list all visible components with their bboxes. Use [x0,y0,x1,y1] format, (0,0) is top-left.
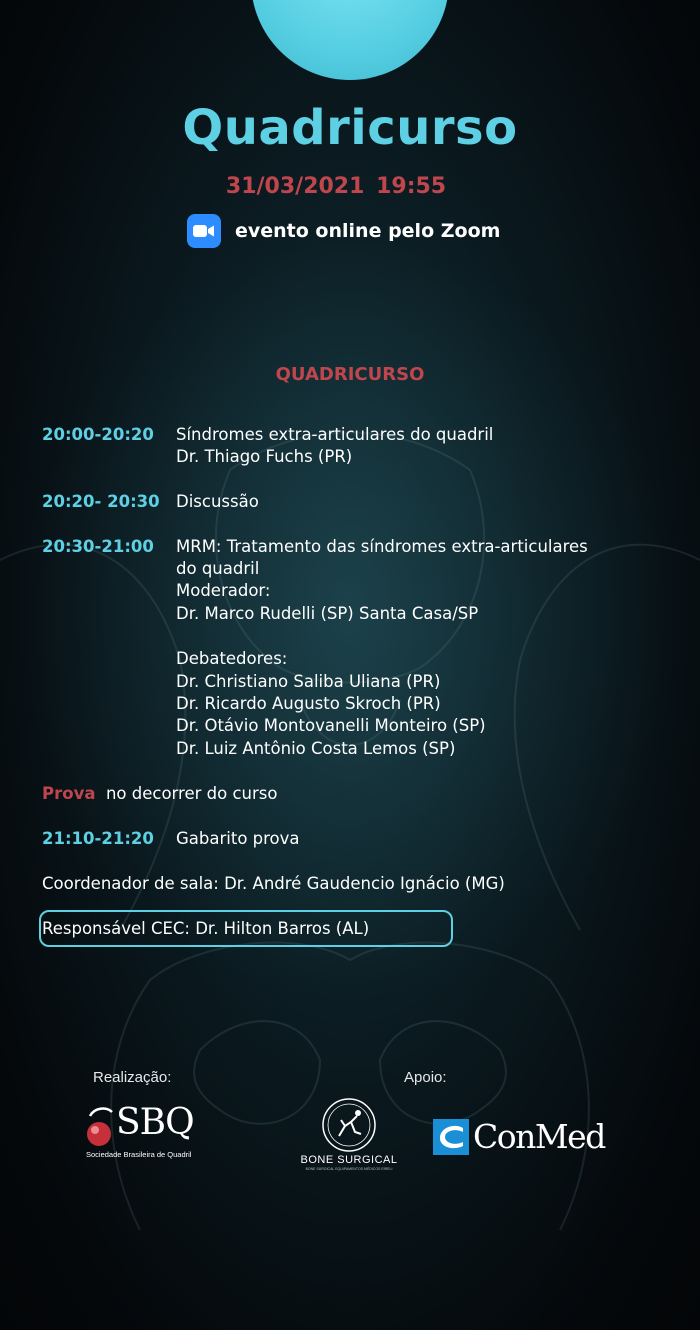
cec-responsible-line: Responsável CEC: Dr. Hilton Barros (AL) [42,919,370,938]
schedule-time: 20:20- 20:30 [42,492,160,511]
zoom-label: evento online pelo Zoom [235,220,501,242]
schedule-line: Dr. Ricardo Augusto Skroch (PR) [176,694,441,713]
schedule-time: 21:10-21:20 [42,829,154,848]
schedule-line: Gabarito prova [176,829,300,848]
sbq-logo-text: SBQ [116,1102,194,1143]
schedule-line: Síndromes extra-articulares do quadril [176,425,494,444]
schedule-line: Dr. Christiano Saliba Uliana (PR) [176,672,441,691]
schedule-line: Moderador: [176,581,271,600]
schedule-line: Discussão [176,492,259,511]
bone-surgical-text: BONE SURGICAL [300,1154,398,1166]
schedule-line: Dr. Luiz Antônio Costa Lemos (SP) [176,739,456,758]
event-title: Quadricurso [182,100,518,156]
event-datetime: 31/03/2021 19:55 [225,174,447,199]
schedule-line: MRM: Tratamento das síndromes extra-articulares [176,537,588,556]
schedule-line: Debatedores: [176,649,288,668]
apoio-label: Apoio: [404,1069,447,1086]
prova-text: no decorrer do curso [105,784,278,803]
schedule-line: Dr. Marco Rudelli (SP) Santa Casa/SP [176,604,479,623]
section-heading: QUADRICURSO [275,364,425,385]
sbq-subtitle: Sociedade Brasileira de Quadril [86,1150,192,1159]
conmed-logo-text: ConMed [473,1117,605,1156]
schedule-line: Dr. Thiago Fuchs (PR) [176,447,353,466]
zoom-camera-icon [187,214,221,248]
bone-surgical-subtitle: BONE SURGICAL EQUIPAMENTOS MÉDICOS EIRELI [305,1167,393,1171]
sbq-logo [84,1102,194,1162]
zoom-info [187,214,500,248]
bone-surgical-logo [295,1096,403,1172]
conmed-logo [433,1119,628,1157]
schedule-line: do quadril [176,559,260,578]
coordinator-line: Coordenador de sala: Dr. André Gaudencio Ignácio (MG) [42,874,505,893]
schedule-time: 20:30-21:00 [42,537,154,556]
prova-line [42,783,277,806]
realizacao-label: Realização: [93,1069,172,1086]
schedule-line: Dr. Otávio Montovanelli Monteiro (SP) [176,716,486,735]
prova-label: Prova [42,784,96,803]
schedule-time: 20:00-20:20 [42,425,154,444]
